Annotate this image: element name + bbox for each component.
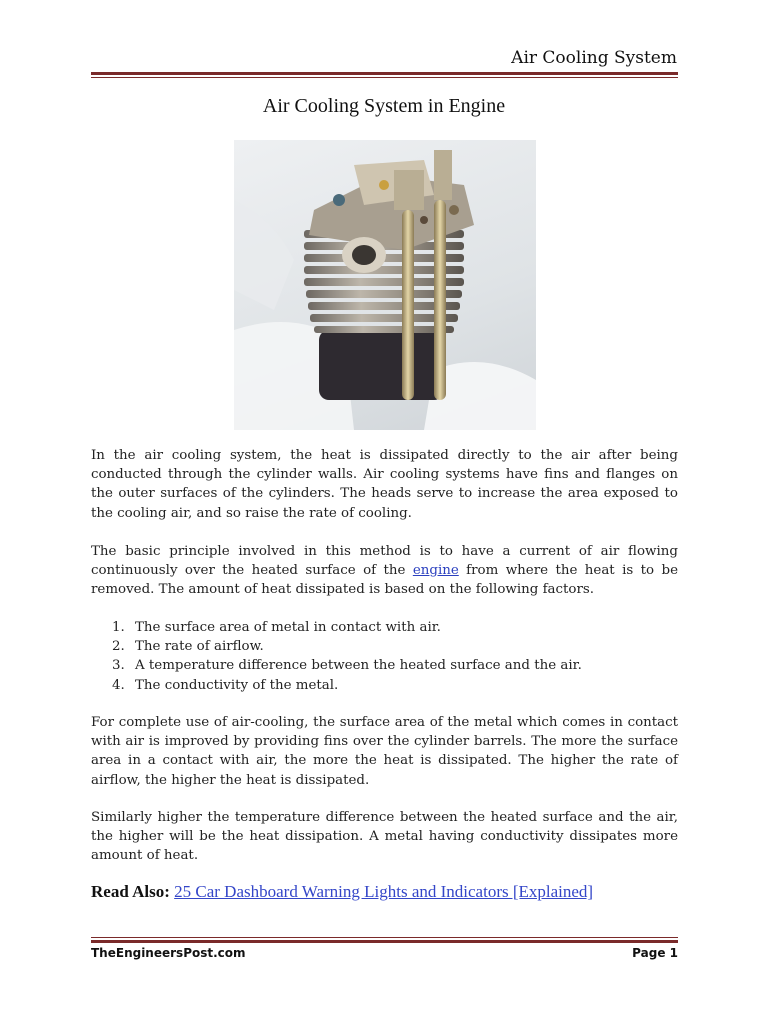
list-item-text: A temperature difference between the heated surface and the air. xyxy=(135,658,582,674)
list-item-number: 3. xyxy=(112,658,125,674)
factors-list xyxy=(112,618,672,695)
air-cooled-cylinder-photo xyxy=(234,140,536,430)
paragraph-basic-principle-text-2: from where the heat is to be removed. The amount of heat dissipated is based on the following factors. xyxy=(91,563,678,598)
header-divider xyxy=(91,72,678,75)
footer-site-name: TheEngineersPost.com xyxy=(91,946,246,960)
paragraph-complete-use: For complete use of air-cooling, the surface area of the metal which comes in contact with air is improved by providing fins over the cylinder barrels. The more the surface area in a contact with air, the more the heat is dissipated. The higher the rate of airflow, the higher the heat is dissipated. xyxy=(91,715,678,788)
document-title: Air Cooling System in Engine xyxy=(262,95,506,117)
read-also-label: Read Also xyxy=(91,882,165,901)
footer-page-number: Page 1 xyxy=(632,946,678,960)
list-item xyxy=(112,676,672,695)
paragraph-basic-principle-text-1: The basic principle involved in this method is to have a current of air flowing continuously over the heated surface of the xyxy=(91,544,678,579)
footer-divider-thin xyxy=(91,937,678,938)
read-also xyxy=(91,882,593,902)
engine-cylinder-illustration xyxy=(234,140,536,430)
read-also-link[interactable]: 25 Car Dashboard Warning Lights and Indicators [Explained] xyxy=(174,882,594,901)
list-item-text: The rate of airflow. xyxy=(135,639,264,655)
read-also-colon: : xyxy=(164,882,170,901)
paragraph-basic-principle xyxy=(91,542,678,600)
list-item-number: 1. xyxy=(112,620,125,635)
list-item-number: 2. xyxy=(112,639,125,655)
header-divider-thin xyxy=(91,77,678,78)
list-item xyxy=(112,656,672,675)
list-item-text: The conductivity of the metal. xyxy=(135,677,339,693)
paragraph-intro: In the air cooling system, the heat is dissipated directly to the air after being conducted through the cylinder walls. Air cooling systems have fins and flanges on the outer surfaces of the cylinders. The heads serve to increase the area exposed to the cooling air, and so raise the rate of cooling. xyxy=(91,448,678,521)
list-item-text: The surface area of metal in contact with air. xyxy=(135,620,441,635)
engine-link[interactable]: engine xyxy=(412,563,459,579)
running-header-title: Air Cooling System xyxy=(511,48,677,68)
list-item xyxy=(112,618,672,637)
paragraph-temperature-difference: Similarly higher the temperature difference between the heated surface and the air, the higher will be the heat dissipation. A metal having conductivity dissipates more amount of heat. xyxy=(91,810,678,864)
footer-divider xyxy=(91,940,678,943)
list-item xyxy=(112,637,672,656)
list-item-number: 4. xyxy=(112,677,125,693)
